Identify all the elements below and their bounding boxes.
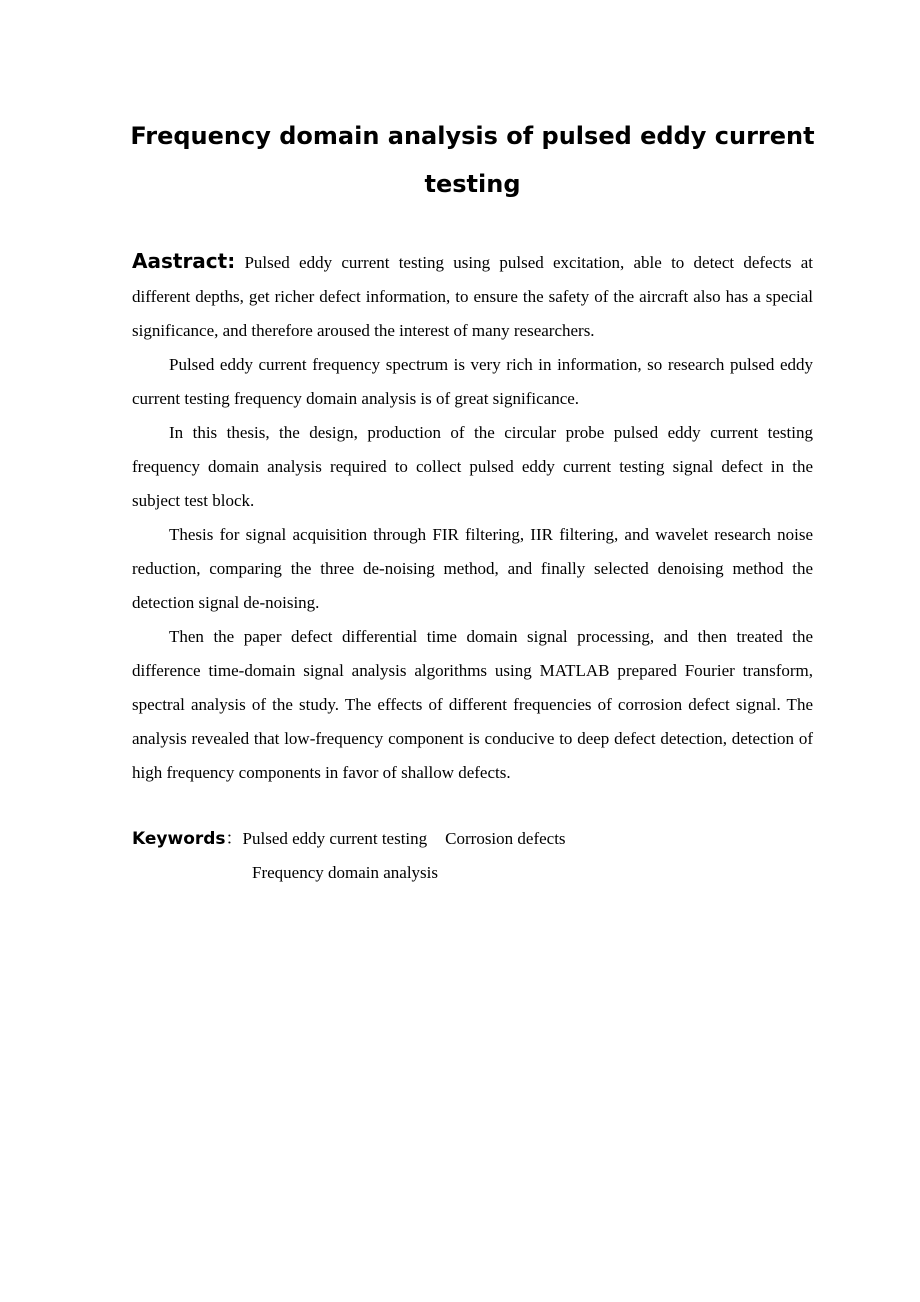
paper-title: Frequency domain analysis of pulsed eddy current testing: [130, 122, 815, 198]
abstract-paragraph: Then the paper defect differential time domain signal processing, and then treated the difference time-domain signal analysis algorithms using MATLAB prepared Fourier transform, spectral analysis of the study. The effects of different frequencies of corrosion defect signal. The analysis revealed that low-frequency component is conducive to deep defect detection, detection of high frequency components in favor of shallow defects.: [132, 627, 813, 782]
keywords-section: [132, 822, 813, 890]
abstract-paragraph: Pulsed eddy current frequency spectrum is very rich in information, so research pulsed eddy current testing frequency domain analysis is of great significance.: [132, 355, 813, 408]
abstract-paragraph: Thesis for signal acquisition through FIR filtering, IIR filtering, and wavelet research noise reduction, comparing the three de-noising method, and finally selected denoising method the detection signal de-noising.: [132, 525, 813, 612]
keywords-separator: ：: [225, 829, 243, 848]
abstract-paragraph: [132, 244, 813, 348]
keywords-label: Keywords: [132, 829, 226, 849]
keyword-item: Corrosion defects: [445, 829, 566, 848]
abstract-paragraph: In this thesis, the design, production of the circular probe pulsed eddy current testing frequency domain analysis required to collect pulsed eddy current testing signal defect in the subject test block.: [132, 423, 813, 510]
keywords-line: [132, 822, 813, 856]
keyword-item: Frequency domain analysis: [252, 863, 439, 882]
abstract-section: [132, 244, 813, 790]
keywords-line: [132, 856, 813, 890]
keyword-item: Pulsed eddy current testing: [242, 829, 428, 848]
abstract-label: Aastract:: [132, 249, 236, 273]
abstract-paragraph-text: Pulsed eddy current testing using pulsed excitation, able to detect defects at different depths, get richer defect information, to ensure the safety of the aircraft also has a special significance, and therefore aroused the interest of many researchers.: [132, 253, 813, 340]
